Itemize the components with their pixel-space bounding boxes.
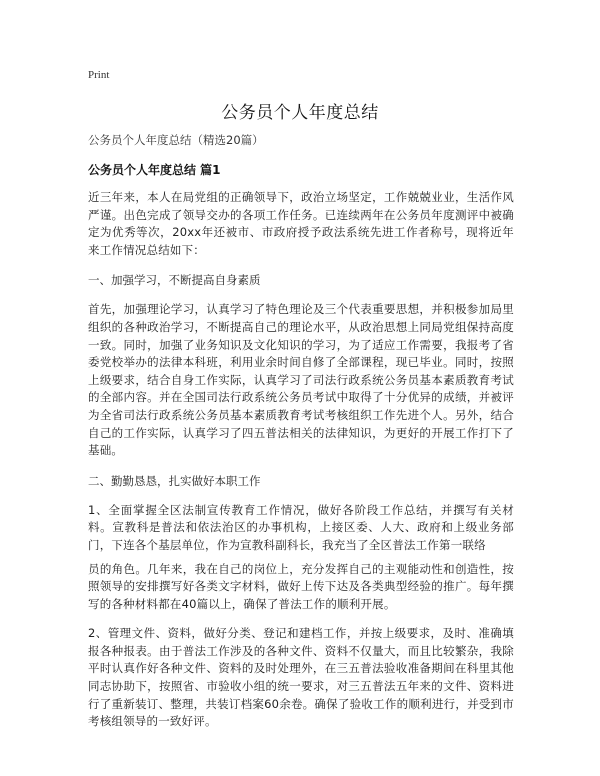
document-subtitle: 公务员个人年度总结（精选20篇） <box>88 133 264 147</box>
paragraph-study: 首先，加强理论学习，认真学习了特色理论及三个代表重要思想，并积极参加局里组织的各种政治学习，不断提高自己的理论水平，从政治思想上同局党组保持高度一致。同时，加强了业务知识及文化知识的学习，为了适应工作需要，我报考了省委党校举办的法律本科班，利用业余时间自修了全部课程，现已毕业。同时，按照上级要求，结合自身工作实际，认真学习了司法行政系统公务员基本素质教育考试的全部内容。并在全国司法行政系统公务员考试中取得了十分优异的成绩，并被评为全省司法行政系统公务员基本素质教育考试考核组织工作先进个人。另外，结合自己的工作实际，认真学习了四五普法相关的法律知识，为更好的开展工作打下了基础。 <box>88 302 514 458</box>
print-label: Print <box>88 69 110 81</box>
section-title: 公务员个人年度总结 篇1 <box>88 163 221 177</box>
paragraph-work-1: 1、全面掌握全区法制宣传教育工作情况，做好各阶段工作总结，并撰写有关材料。宣教科是普法和依法治区的办事机构，上接区委、人大、政府和上级业务部门，下连各个基层单位，作为宣教科副科长，我充当了全区普法工作第一联络 <box>88 502 514 552</box>
paragraph-work-2: 2、管理文件、资料，做好分类、登记和建档工作，并按上级要求，及时、准确填报各种报表。由于普法工作涉及的各种文件、资料不仅量大，而且比较繁杂，我除平时认真作好各种文件、资料的及时处理外，在三五普法验收准备期间在科里其他同志协助下，按照省、市验收小组的统一要求，对三五普法五年来的文件、资料进行了重新装订、整理，共装订档案60余卷。确保了验收工作的顺利进行，并受到市考核组领导的一致好评。 <box>88 626 514 729</box>
page-title: 公务员个人年度总结 <box>221 103 379 123</box>
document-body <box>88 131 514 743</box>
heading-work: 二、勤勤恳恳，扎实做好本职工作 <box>88 473 261 488</box>
paragraph-intro: 近三年来，本人在局党组的正确领导下，政治立场坚定，工作兢兢业业，生活作风严谨。出色完成了领导交办的各项工作任务。已连续两年在公务员年度测评中被确定为优秀等次，20xx年还被市、市政府授予政法系统先进工作者称号，现将近年来工作情况总结如下： <box>88 190 514 257</box>
heading-study: 一、加强学习，不断提高自身素质 <box>88 273 261 288</box>
paragraph-work-1-cont: 员的角色。几年来，我在自己的岗位上，充分发挥自己的主观能动性和创造性，按照领导的安排撰写好各类文字材料，做好上传下达及各类典型经验的推广。每年撰写的各种材料都在40篇以上，确保了普法工作的顺利开展。 <box>88 561 514 611</box>
